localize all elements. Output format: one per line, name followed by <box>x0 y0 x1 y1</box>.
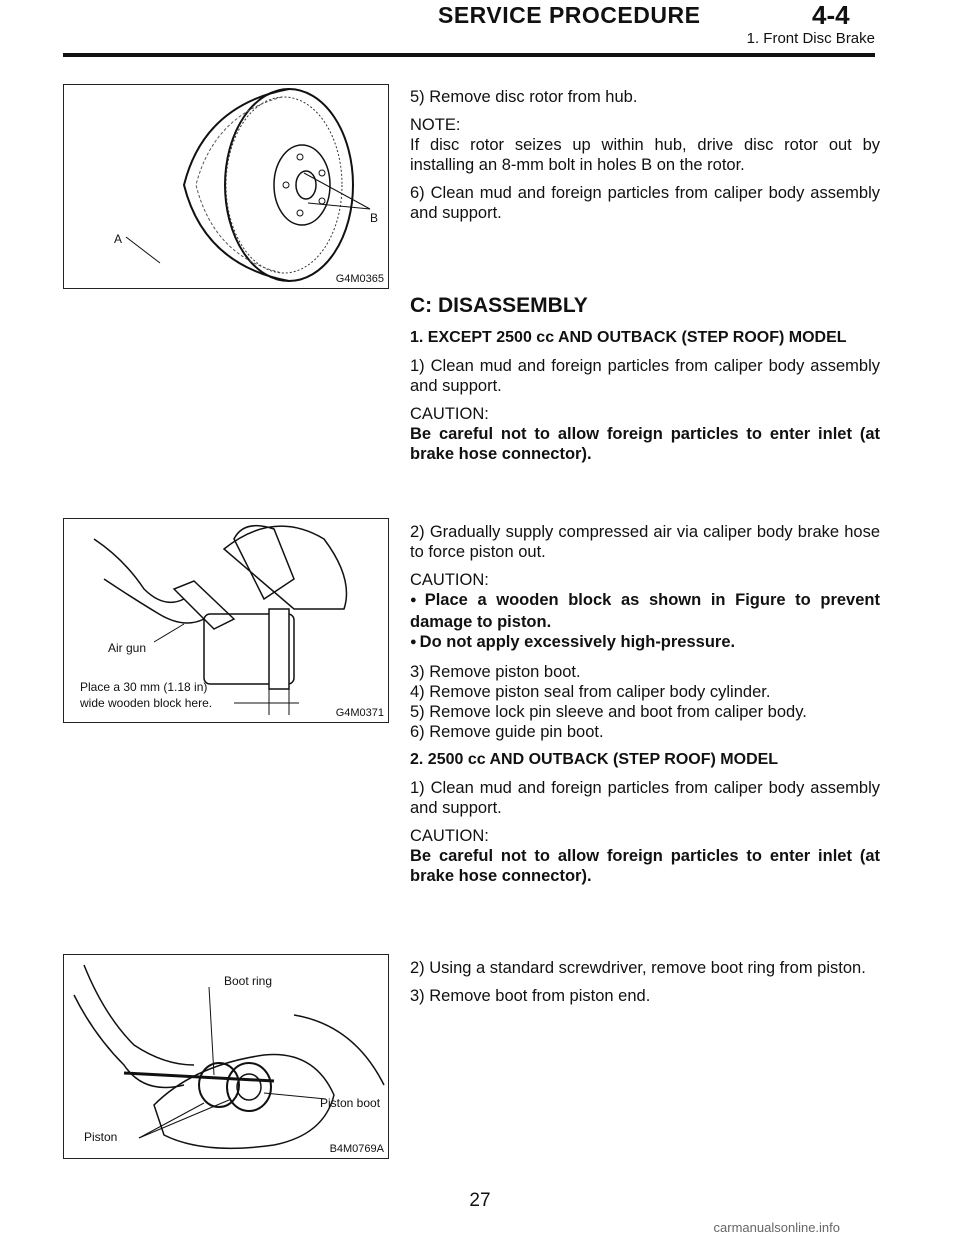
step-2-boot-ring: 2) Using a standard screwdriver, remove boot ring from piston. <box>410 959 866 977</box>
step-4: 4) Remove piston seal from caliper body cylinder. <box>410 683 771 701</box>
caution-text: Be careful not to allow foreign particles to enter inlet (at brake hose connector). <box>410 847 880 885</box>
figure-id: B4M0769A <box>329 1143 384 1155</box>
label-b: B <box>370 211 379 225</box>
disc-rotor-illustration <box>64 85 388 288</box>
step-6: 6) Remove guide pin boot. <box>410 723 604 741</box>
note-label: NOTE: <box>410 116 461 134</box>
section-heading: C: DISASSEMBLY <box>410 294 588 317</box>
caution-label: CAUTION: <box>410 827 489 845</box>
figure-id: G4M0371 <box>335 707 384 719</box>
label-air-gun: Air gun <box>108 641 147 655</box>
header-rule <box>63 53 875 57</box>
text-block-3 <box>410 958 880 1014</box>
sub2-step-1: 1) Clean mud and foreign particles from caliper body assembly and support. <box>410 779 880 817</box>
label-a: A <box>114 232 123 246</box>
label-block-line2: wide wooden block here. <box>80 696 213 710</box>
label-block-line1: Place a 30 mm (1.18 in) <box>80 680 208 694</box>
figure-boot-ring <box>63 954 389 1159</box>
step-5: 5) Remove lock pin sleeve and boot from caliper body. <box>410 703 807 721</box>
page-number: 27 <box>469 1190 491 1211</box>
label-boot-ring: Boot ring <box>224 974 273 988</box>
figure-disc-rotor <box>63 84 389 289</box>
figure-id: G4M0365 <box>335 273 384 285</box>
watermark: carmanualsonline.info <box>713 1220 840 1235</box>
section-number: 4-4 <box>812 0 850 30</box>
page-header-title: SERVICE PROCEDURE <box>438 2 701 28</box>
label-piston-boot: Piston boot <box>320 1096 381 1110</box>
step-5-remove-rotor: 5) Remove disc rotor from hub. <box>410 88 638 106</box>
section-disassembly <box>410 296 880 472</box>
caution-bullet-1: ● Place a wooden block as shown in Figure to prevent damage to piston. <box>410 590 880 632</box>
step-3-boot: 3) Remove boot from piston end. <box>410 987 651 1005</box>
caution-bullet-2: ● Do not apply excessively high-pressure. <box>410 632 880 654</box>
page-header-subtitle: 1. Front Disc Brake <box>746 30 875 47</box>
text-block-1 <box>410 87 880 231</box>
subsection-heading-1: 1. EXCEPT 2500 cc AND OUTBACK (STEP ROOF) MODEL <box>410 329 847 346</box>
caution-label: CAUTION: <box>410 405 489 423</box>
label-piston: Piston <box>84 1130 118 1144</box>
subsection-heading-2: 2. 2500 cc AND OUTBACK (STEP ROOF) MODEL <box>410 751 779 768</box>
step-2-compressed-air: 2) Gradually supply compressed air via caliper body brake hose to force piston out. <box>410 523 880 561</box>
step-1-clean: 1) Clean mud and foreign particles from caliper body assembly and support. <box>410 357 880 395</box>
boot-ring-illustration <box>64 955 388 1158</box>
text-block-2 <box>410 522 880 894</box>
caution-label: CAUTION: <box>410 571 489 589</box>
caution-text: Be careful not to allow foreign particles to enter inlet (at brake hose connector). <box>410 425 880 463</box>
air-gun-illustration <box>64 519 388 722</box>
note-text: If disc rotor seizes up within hub, drive disc rotor out by installing an 8-mm bolt in holes B on the rotor. <box>410 136 880 174</box>
step-6-clean: 6) Clean mud and foreign particles from caliper body assembly and support. <box>410 184 880 222</box>
step-3: 3) Remove piston boot. <box>410 663 581 681</box>
figure-air-gun <box>63 518 389 723</box>
